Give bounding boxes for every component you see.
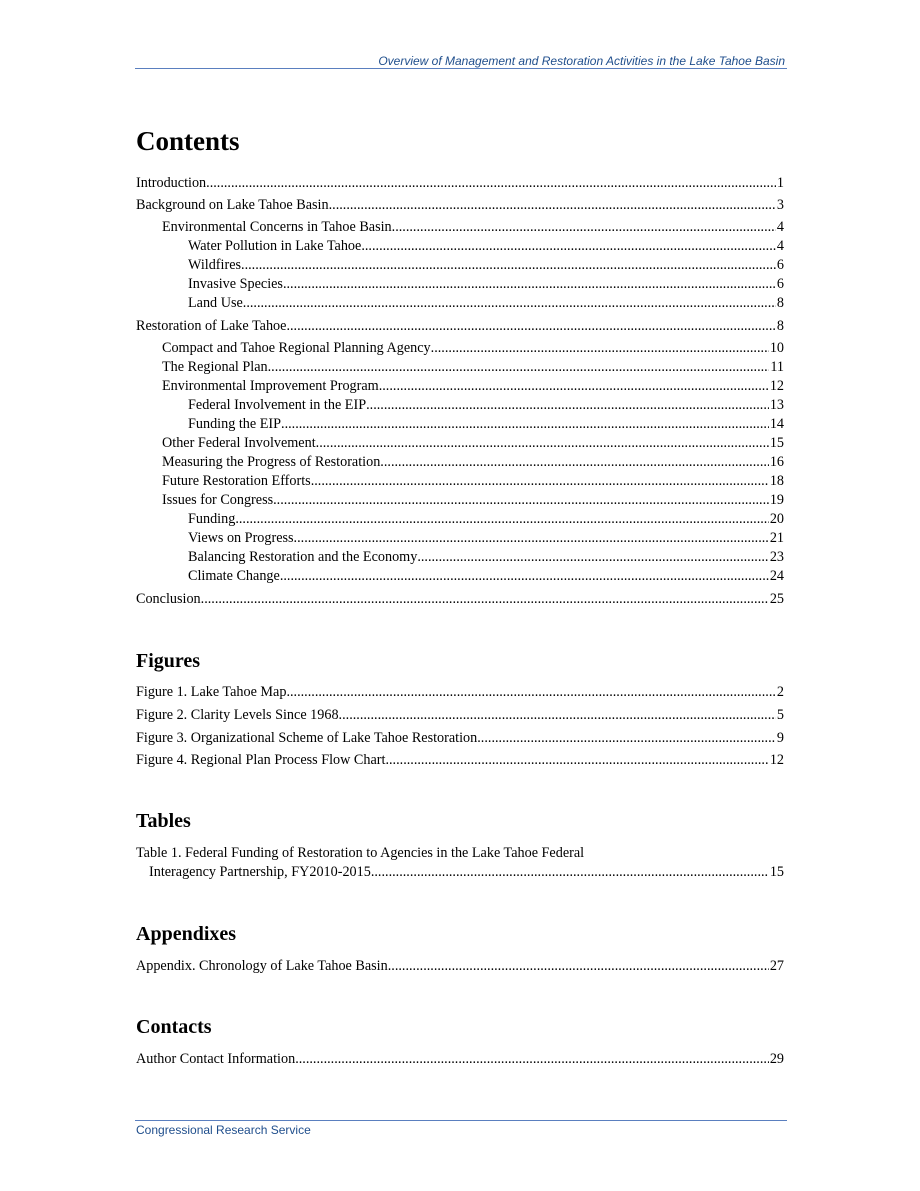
toc-entry-wildfires[interactable]: Wildfires ..... 6 [188, 256, 784, 275]
figure-entry-3[interactable]: Figure 3. Organizational Scheme of Lake Tahoe Restoration ..... 9 [136, 729, 784, 748]
toc-entry-conclusion[interactable]: Conclusion ..... 25 [136, 590, 784, 609]
header-rule [135, 68, 787, 69]
tables-heading: Tables [136, 810, 191, 832]
appendix-entry-1[interactable]: Appendix. Chronology of Lake Tahoe Basin ..... 27 [136, 957, 784, 976]
toc-entry-measuring-progress[interactable]: Measuring the Progress of Restoration ..... 16 [162, 453, 784, 472]
toc-entry-invasive-species[interactable]: Invasive Species ..... 6 [188, 275, 784, 294]
contacts-heading: Contacts [136, 1016, 212, 1038]
figure-entry-1[interactable]: Figure 1. Lake Tahoe Map ..... 2 [136, 683, 784, 702]
contents-title: Contents [136, 126, 240, 156]
figures-heading: Figures [136, 650, 201, 672]
toc-entry-eip[interactable]: Environmental Improvement Program ..... 12 [162, 377, 784, 396]
toc-entry-regional-plan[interactable]: The Regional Plan ..... 11 [162, 358, 784, 377]
toc-entry-climate-change[interactable]: Climate Change ..... 24 [188, 567, 784, 586]
toc-entry-land-use[interactable]: Land Use ..... 8 [188, 294, 784, 313]
toc-entry-water-pollution[interactable]: Water Pollution in Lake Tahoe ..... 4 [188, 237, 784, 256]
running-footer: Congressional Research Service [136, 1123, 311, 1137]
toc-entry-funding-eip[interactable]: Funding the EIP ..... 14 [188, 415, 784, 434]
toc-entry-balancing-economy[interactable]: Balancing Restoration and the Economy ..... 23 [188, 548, 784, 567]
table-entry-1[interactable]: Interagency Partnership, FY2010-2015 ..... 15 [149, 863, 784, 882]
figure-entry-4[interactable]: Figure 4. Regional Plan Process Flow Chart ..... 12 [136, 751, 784, 770]
toc-entry-other-federal[interactable]: Other Federal Involvement ..... 15 [162, 434, 784, 453]
toc-entry-federal-involvement-eip[interactable]: Federal Involvement in the EIP ..... 13 [188, 396, 784, 415]
toc-entry-environmental-concerns[interactable]: Environmental Concerns in Tahoe Basin ..... 4 [162, 218, 784, 237]
appendixes-heading: Appendixes [136, 923, 237, 945]
contact-entry-1[interactable]: Author Contact Information ..... 29 [136, 1050, 784, 1069]
footer-rule [135, 1120, 787, 1121]
toc-entry-background[interactable]: Background on Lake Tahoe Basin ..... 3 [136, 196, 784, 215]
running-header: Overview of Management and Restoration Activities in the Lake Tahoe Basin [378, 54, 785, 68]
toc-entry-restoration[interactable]: Restoration of Lake Tahoe ..... 8 [136, 317, 784, 336]
toc-entry-views-progress[interactable]: Views on Progress ..... 21 [188, 529, 784, 548]
toc-entry-compact-trpa[interactable]: Compact and Tahoe Regional Planning Agency ..... 10 [162, 339, 784, 358]
toc-entry-future-efforts[interactable]: Future Restoration Efforts ..... 18 [162, 472, 784, 491]
toc-entry-introduction[interactable]: Introduction ..... 1 [136, 174, 784, 193]
toc-entry-funding[interactable]: Funding ..... 20 [188, 510, 784, 529]
toc-entry-issues-congress[interactable]: Issues for Congress ..... 19 [162, 491, 784, 510]
figure-entry-2[interactable]: Figure 2. Clarity Levels Since 1968 ..... 5 [136, 706, 784, 725]
table-entry-1-line1[interactable]: Table 1. Federal Funding of Restoration to Agencies in the Lake Tahoe Federal [136, 845, 585, 861]
